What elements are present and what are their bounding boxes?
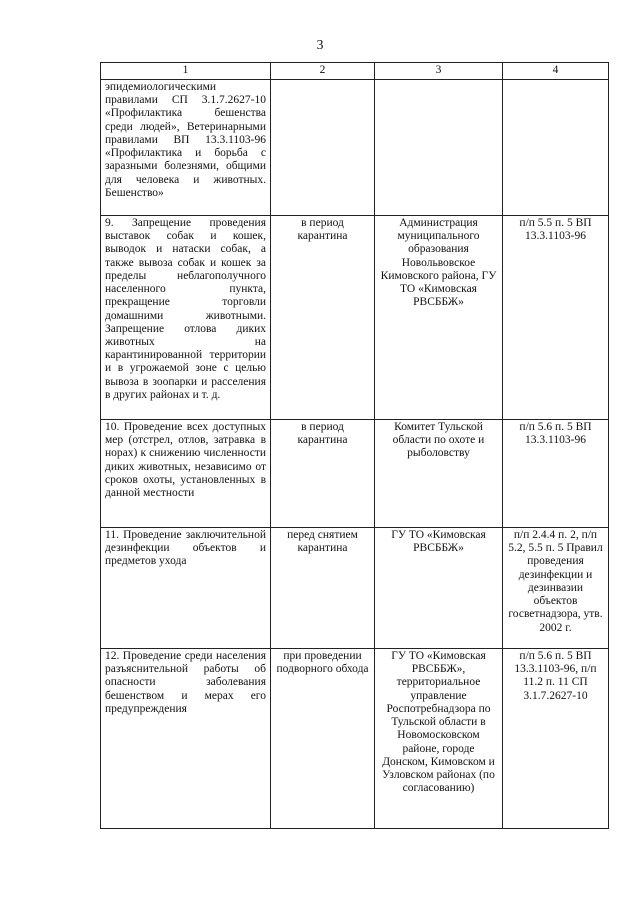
table-row [101, 528, 609, 649]
measure-cell: 10. Проведение всех доступных мер (отстрел, отлов, затравка в норах) к снижению численности диких животных, независимо от сроков охоты, установленных в данной местности [101, 420, 271, 528]
table-header-row [101, 63, 609, 80]
basis-cell: п/п 5.5 п. 5 ВП 13.3.1103-96 [503, 216, 609, 420]
measure-cell: 9. Запрещение проведения выставок собак и кошек, выводок и натаски собак, а также вывоза собак и кошек за пределы неблагополучного населенного пункта, прекращение торговли домашними животными. Запрещение отлова диких животных на карантинированной территории и в угрожаемой зоне с целью вывоза в зоопарки и расселения в других районах и т. д. [101, 216, 271, 420]
timing-cell [271, 80, 375, 216]
responsible-cell: ГУ ТО «Кимовская РВСББЖ» [375, 528, 503, 649]
measure-cell: 12. Проведение среди населения разъяснительной работы об опасности заболевания бешенством и мерах его предупреждения [101, 649, 271, 829]
timing-cell: перед снятием карантина [271, 528, 375, 649]
table-row [101, 420, 609, 528]
table-row [101, 80, 609, 216]
responsible-cell: ГУ ТО «Кимовская РВСББЖ», территориальное управление Роспотребнадзора по Тульской области в Новомосковском районе, городе Донском, Кимовском и Узловском районах (по согласованию) [375, 649, 503, 829]
column-header: 1 [101, 63, 271, 80]
responsible-cell: Администрация муниципального образования Новольвовское Кимовского района, ГУ ТО «Кимовская РВСББЖ» [375, 216, 503, 420]
timing-cell: в период карантина [271, 216, 375, 420]
basis-cell: п/п 5.6 п. 5 ВП 13.3.1103-96 [503, 420, 609, 528]
measure-cell: 11. Проведение заключительной дезинфекции объектов и предметов ухода [101, 528, 271, 649]
responsible-cell: Комитет Тульской области по охоте и рыболовству [375, 420, 503, 528]
page-number: 3 [316, 38, 324, 53]
column-header: 2 [271, 63, 375, 80]
basis-cell: п/п 5.6 п. 5 ВП 13.3.1103-96, п/п 11.2 п. 11 СП 3.1.7.2627-10 [503, 649, 609, 829]
table-row [101, 649, 609, 829]
measure-cell: эпидемиологическими правилами СП 3.1.7.2627-10 «Профилактика бешенства среди людей», Ветеринарными правилами ВП 13.3.1103-96 «Профилактика и борьба с заразными болезнями, общими для человека и животных. Бешенство» [101, 80, 271, 216]
column-header: 4 [503, 63, 609, 80]
responsible-cell [375, 80, 503, 216]
timing-cell: при проведении подворного обхода [271, 649, 375, 829]
measures-table [100, 62, 609, 829]
basis-cell [503, 80, 609, 216]
column-header: 3 [375, 63, 503, 80]
basis-cell: п/п 2.4.4 п. 2, п/п 5.2, 5.5 п. 5 Правил проведения дезинфекции и дезинвазии объектов госветнадзора, утв. 2002 г. [503, 528, 609, 649]
table-row [101, 216, 609, 420]
timing-cell: в период карантина [271, 420, 375, 528]
